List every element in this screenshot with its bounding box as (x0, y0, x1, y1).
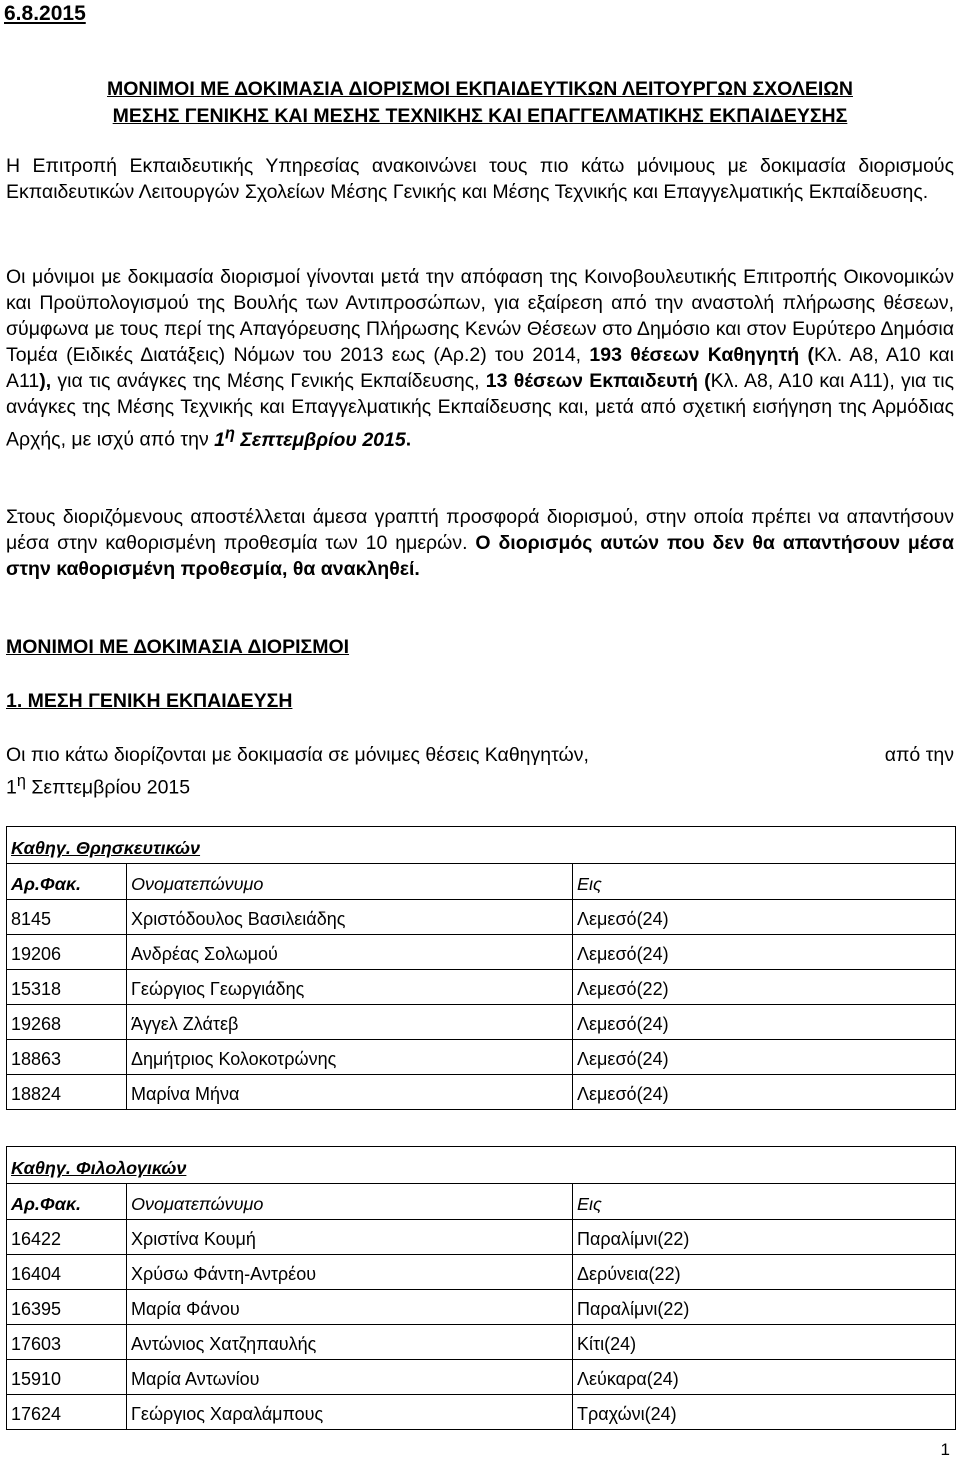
column-header-file-no: Αρ.Φακ. (7, 1184, 127, 1220)
location: Λεμεσό(24) (573, 900, 956, 935)
notice-text: Στους διοριζόμενους αποστέλλεται άμεσα γραπτή προσφορά διορισμού, στην οποία πρέπει να απαντήσουν μέσα στην καθορισμένη προθεσμία των 10 ημερών. (6, 506, 954, 554)
effective-date-month: Σεπτεμβρίου 2015 (234, 428, 406, 451)
legal-end: . (405, 428, 412, 451)
column-header-file-no: Αρ.Φακ. (7, 864, 127, 900)
location: Λεύκαρα(24) (573, 1360, 956, 1395)
appointment-date-day: 1 (6, 776, 17, 799)
file-no: 19206 (7, 935, 127, 970)
table-row (7, 900, 956, 935)
legal-text-3: για τις ανάγκες της Μέσης Γενικής Εκπαίδευσης, (51, 370, 486, 392)
location: Λεμεσό(24) (573, 935, 956, 970)
effective-date-sup: η (225, 424, 235, 442)
appointment-text: Οι πιο κάτω διορίζονται με δοκιμασία σε μόνιμες θέσεις Καθηγητών, (6, 744, 589, 766)
notice-bold: Ο διορισμός αυτών που δεν θα απαντήσουν μέσα στην καθορισμένη προθεσμία, θα ανακληθεί. (6, 532, 954, 580)
full-name: Μαρίνα Μήνα (127, 1075, 573, 1110)
location: Τραχώνι(24) (573, 1395, 956, 1430)
page-number: 1 (940, 1440, 950, 1459)
table-row (7, 935, 956, 970)
location: Παραλίμνι(22) (573, 1290, 956, 1325)
table-religious-studies (6, 826, 956, 1110)
file-no: 16404 (7, 1255, 127, 1290)
appointment-paragraph (6, 742, 954, 801)
file-no: 19268 (7, 1005, 127, 1040)
full-name: Άγγελ Ζλάτεβ (127, 1005, 573, 1040)
table-row (7, 1075, 956, 1110)
column-header-location: Εις (573, 864, 956, 900)
file-no: 17624 (7, 1395, 127, 1430)
full-name: Γεώργιος Γεωργιάδης (127, 970, 573, 1005)
table-row (7, 1040, 956, 1075)
subsection-heading: 1. ΜΕΣΗ ΓΕΝΙΚΗ ΕΚΠΑΙΔΕΥΣΗ (6, 690, 293, 712)
full-name: Μαρία Φάνου (127, 1290, 573, 1325)
full-name: Χριστίνα Κουμή (127, 1220, 573, 1255)
table-row (7, 1360, 956, 1395)
file-no: 16395 (7, 1290, 127, 1325)
file-no: 8145 (7, 900, 127, 935)
table-row (7, 1005, 956, 1040)
column-header-name: Ονοματεπώνυμο (127, 1184, 573, 1220)
file-no: 18824 (7, 1075, 127, 1110)
appointment-date-rest: Σεπτεμβρίου 2015 (25, 776, 191, 799)
file-no: 15910 (7, 1360, 127, 1395)
table-row (7, 970, 956, 1005)
legal-text-1: Οι μόνιμοι με δοκιμασία διορισμοί γίνονται μετά την απόφαση της Κοινοβουλευτικής Επιτροπής Οικονομικών και Προϋπολογισμού της Βουλής των Αντιπροσώπων, για εξαίρεση από την αναστολή πλήρωσης θέσεων, σύμφωνα με τους περί της Απαγόρευσης Πλήρωσης Κενών Θέσεων στο Δημόσιο και στον Ευρύτερο Δημόσια Τομέα (Ειδικές Διατάξεις) Νόμων του 2013 εως (Αρ.2) του 2014, (6, 266, 954, 366)
appointment-text-right: από την (884, 744, 954, 766)
location: Λεμεσό(24) (573, 1075, 956, 1110)
table-row (7, 1290, 956, 1325)
file-no: 18863 (7, 1040, 127, 1075)
full-name: Γεώργιος Χαραλάμπους (127, 1395, 573, 1430)
file-no: 16422 (7, 1220, 127, 1255)
location: Λεμεσό(24) (573, 1005, 956, 1040)
full-name: Αντώνιος Χατζηπαυλής (127, 1325, 573, 1360)
full-name: Ανδρέας Σολωμού (127, 935, 573, 970)
file-no: 15318 (7, 970, 127, 1005)
appointment-date-sup: η (16, 772, 26, 790)
location: Κίτι(24) (573, 1325, 956, 1360)
document-date: 6.8.2015 (4, 2, 86, 25)
location: Παραλίμνι(22) (573, 1220, 956, 1255)
title-line-2: ΜΕΣΗΣ ΓΕΝΙΚΗΣ ΚΑΙ ΜΕΣΗΣ ΤΕΧΝΙΚΗΣ ΚΑΙ ΕΠΑΓΓΕΛΜΑΤΙΚΗΣ ΕΚΠΑΙΔΕΥΣΗΣ (112, 105, 848, 127)
legal-bold-2: ), (39, 370, 52, 392)
full-name: Δημήτριος Κολοκοτρώνης (127, 1040, 573, 1075)
table-philology (6, 1146, 956, 1430)
notice-paragraph (6, 504, 954, 582)
title-line-1: ΜΟΝΙΜΟΙ ΜΕ ΔΟΚΙΜΑΣΙΑ ΔΙΟΡΙΣΜΟΙ ΕΚΠΑΙΔΕΥΤΙΚΩΝ ΛΕΙΤΟΥΡΓΩΝ ΣΧΟΛΕΙΩΝ (107, 78, 853, 100)
intro-paragraph: Η Επιτροπή Εκπαιδευτικής Υπηρεσίας ανακοινώνει τους πιο κάτω μόνιμους με δοκιμασία διορισμούς Εκπαιδευτικών Λειτουργών Σχολείων Μέσης Γενικής και Μέσης Τεχνικής και Επαγγελματικής Εκπαίδευσης. (6, 155, 954, 203)
legal-text-2: Κλ. Α8, Α10 και Α11 (6, 344, 955, 392)
full-name: Χρύσω Φάντη-Αντρέου (127, 1255, 573, 1290)
effective-date-day: 1 (214, 428, 226, 451)
table-row (7, 1220, 956, 1255)
column-header-name: Ονοματεπώνυμο (127, 864, 573, 900)
location: Δερύνεια(22) (573, 1255, 956, 1290)
full-name: Χριστόδουλος Βασιλειάδης (127, 900, 573, 935)
table-heading: Καθηγ. Φιλολογικών (7, 1147, 956, 1184)
table-row (7, 1255, 956, 1290)
full-name: Μαρία Αντωνίου (127, 1360, 573, 1395)
legal-text-4: Κλ. Α8, Α10 και Α11), για τις ανάγκες της Μέσης Τεχνικής και Επαγγελματικής Εκπαίδευσης και, μετά από σχετική εισήγηση της Αρμόδιας Αρχής, με ισχύ από την (6, 370, 954, 451)
table-row (7, 1395, 956, 1430)
location: Λεμεσό(24) (573, 1040, 956, 1075)
legal-paragraph (6, 264, 954, 453)
location: Λεμεσό(22) (573, 970, 956, 1005)
legal-bold-3: 13 θέσεων Εκπαιδευτή ( (485, 370, 711, 392)
table-heading: Καθηγ. Θρησκευτικών (7, 827, 956, 864)
column-header-location: Εις (573, 1184, 956, 1220)
section-heading: ΜΟΝΙΜΟΙ ΜΕ ΔΟΚΙΜΑΣΙΑ ΔΙΟΡΙΣΜΟΙ (6, 636, 350, 658)
file-no: 17603 (7, 1325, 127, 1360)
legal-bold-1: 193 θέσεων Καθηγητή ( (589, 344, 815, 366)
table-row (7, 1325, 956, 1360)
document-title (0, 76, 960, 130)
